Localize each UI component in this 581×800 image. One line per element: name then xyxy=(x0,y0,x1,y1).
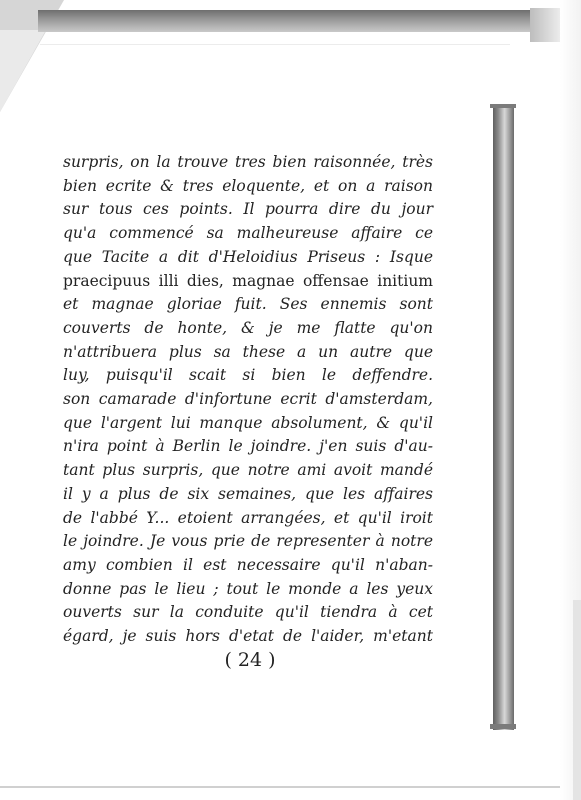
text-line: praecipuus illi dies, magnae offensae initium xyxy=(63,271,433,290)
scan-shadow-top xyxy=(38,10,558,32)
text-line: luy, puisqu'il scait si bien le deffendre. xyxy=(63,366,433,385)
text-line: que l'argent lui manque absolument, & qu'il xyxy=(63,413,433,432)
page-bottom-edge xyxy=(0,786,560,788)
text-line: bien ecrite & tres eloquente, et on a raison xyxy=(63,176,433,195)
book-spine-shadow xyxy=(493,105,514,730)
text-line: de l'abbé Y... etoient arrangées, et qu'il iroit xyxy=(63,508,433,527)
text-line: son camarade d'infortune ecrit d'amsterdam, xyxy=(63,390,433,409)
text-line: surpris, on la trouve tres bien raisonnée, très xyxy=(63,153,433,171)
text-line: que Tacite a dit d'Heloidius Priseus : Isque xyxy=(63,247,433,266)
text-line: et magnae gloriae fuit. Ses ennemis sont xyxy=(63,295,433,314)
text-line: n'ira point à Berlin le joindre. j'en suis d'au- xyxy=(63,437,433,456)
text-line: il y a plus de six semaines, que les affaires xyxy=(63,484,433,503)
scan-shadow-top-edge xyxy=(530,8,560,42)
text-line: sur tous ces points. Il pourra dire du jour xyxy=(63,200,433,219)
page-right-shade xyxy=(573,600,581,800)
text-line: le joindre. Je vous prie de representer à notre xyxy=(63,532,433,551)
text-line: tant plus surpris, que notre ami avoit mandé xyxy=(63,461,433,480)
book-spine-cap-bottom xyxy=(490,724,516,729)
text-line: ouverts sur la conduite qu'il tiendra à cet xyxy=(63,603,433,622)
folded-page-corner-highlight xyxy=(0,30,46,112)
text-line: qu'a commencé sa malheureuse affaire ce xyxy=(63,224,433,243)
body-text xyxy=(63,151,433,649)
page-top-edge xyxy=(40,44,510,45)
text-line: égard, je suis hors d'etat de l'aider, m'etant xyxy=(63,627,433,646)
text-line: donne pas le lieu ; tout le monde a les yeux xyxy=(63,579,433,598)
page-number: ( 24 ) xyxy=(224,649,276,671)
text-line: couverts de honte, & je me flatte qu'on xyxy=(63,318,433,337)
text-line: n'attribuera plus sa these a un autre que xyxy=(63,342,433,361)
book-spine-cap-top xyxy=(490,104,516,108)
text-line: amy combien il est necessaire qu'il n'aban- xyxy=(63,555,433,574)
